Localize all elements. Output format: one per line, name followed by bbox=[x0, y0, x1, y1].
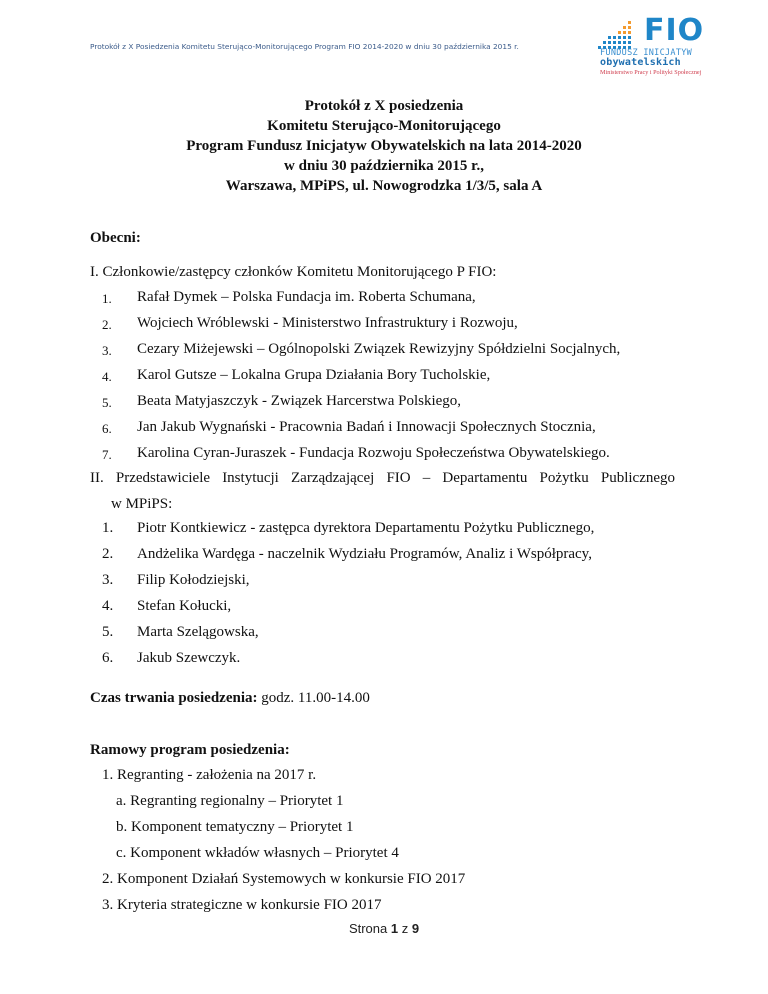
section1-item-4-num: 4. bbox=[102, 369, 112, 384]
footer-mid: z bbox=[398, 921, 412, 936]
agenda-sub-b: b. Komponent tematyczny – Priorytet 1 bbox=[116, 819, 354, 835]
logo-fio-text: FIO bbox=[644, 13, 705, 48]
logo-line3: Ministerstwo Pracy i Polityki Społecznej bbox=[600, 69, 702, 76]
fio-logo bbox=[598, 15, 720, 77]
document-title bbox=[0, 96, 768, 196]
logo-line2: obywatelskich bbox=[600, 57, 681, 68]
section2-item-1-num: 1. bbox=[102, 520, 114, 536]
agenda-item-2: 2. Komponent Działań Systemowych w konkursie FIO 2017 bbox=[102, 871, 466, 887]
section1-item-3: Cezary Miżejewski – Ogólnopolski Związek Rewizyjny Spółdzielni Socjalnych, bbox=[137, 341, 621, 357]
logo-line1: FUNDUSZ INICJATYW bbox=[600, 48, 693, 58]
footer-page-number: 1 bbox=[390, 921, 399, 936]
section1-item-7: Karolina Cyran-Juraszek - Fundacja Rozwoju Społeczeństwa Obywatelskiego. bbox=[137, 445, 610, 461]
section1-item-5-num: 5. bbox=[102, 395, 112, 410]
section2-heading-word: Departamentu bbox=[442, 470, 528, 486]
section2-heading-word: Przedstawiciele bbox=[115, 470, 211, 486]
section1-item-6: Jan Jakub Wygnański - Pracownia Badań i Innowacji Społecznych Stocznia, bbox=[137, 419, 596, 435]
meeting-duration bbox=[90, 690, 370, 707]
section2-item-5-num: 5. bbox=[102, 624, 114, 640]
section2-heading-word: Publicznego bbox=[600, 470, 676, 486]
agenda-item-3: 3. Kryteria strategiczne w konkursie FIO 2017 bbox=[102, 897, 382, 913]
section2-item-2: Andżelika Wardęga - naczelnik Wydziału Programów, Analiz i Współpracy, bbox=[137, 546, 592, 562]
section2-item-6-num: 6. bbox=[102, 650, 114, 666]
section2-heading bbox=[90, 470, 675, 487]
section1-item-3-num: 3. bbox=[102, 343, 112, 358]
title-line-4: w dniu 30 października 2015 r., bbox=[284, 158, 484, 174]
title-line-2: Komitetu Sterująco-Monitorującego bbox=[267, 118, 501, 134]
title-line-1: Protokół z X posiedzenia bbox=[304, 98, 464, 114]
section1-item-1: Rafał Dymek – Polska Fundacja im. Roberta Schumana, bbox=[137, 289, 476, 305]
footer-prefix: Strona bbox=[348, 921, 391, 936]
section2-item-5: Marta Szelągowska, bbox=[137, 624, 259, 640]
agenda-item-1: 1. Regranting - założenia na 2017 r. bbox=[102, 767, 317, 783]
agenda-sub-a: a. Regranting regionalny – Priorytet 1 bbox=[116, 793, 344, 809]
section2-item-3: Filip Kołodziejski, bbox=[137, 572, 250, 588]
section2-heading-cont: w MPiPS: bbox=[111, 496, 173, 512]
section1-item-5: Beata Matyjaszczyk - Związek Harcerstwa Polskiego, bbox=[137, 393, 462, 409]
duration-value: godz. 11.00-14.00 bbox=[257, 690, 370, 706]
page-footer bbox=[0, 921, 768, 936]
section2-heading-word: II. bbox=[90, 470, 104, 486]
section2-item-4-num: 4. bbox=[102, 598, 114, 614]
duration-label: Czas trwania posiedzenia: bbox=[90, 690, 258, 706]
section2-item-4: Stefan Kołucki, bbox=[137, 598, 232, 614]
section1-item-7-num: 7. bbox=[102, 447, 112, 462]
title-line-5: Warszawa, MPiPS, ul. Nowogrodzka 1/3/5, sala A bbox=[225, 178, 543, 194]
section2-heading-word: – bbox=[422, 470, 431, 486]
agenda-heading: Ramowy program posiedzenia: bbox=[90, 742, 290, 758]
section2-heading-word: FIO bbox=[386, 470, 411, 486]
section2-item-3-num: 3. bbox=[102, 572, 114, 588]
section1-item-6-num: 6. bbox=[102, 421, 112, 436]
section2-heading-word: Instytucji bbox=[222, 470, 279, 486]
section2-heading-word: Pożytku bbox=[539, 470, 589, 486]
section1-item-2: Wojciech Wróblewski - Ministerstwo Infrastruktury i Rozwoju, bbox=[137, 315, 518, 331]
section1-item-4: Karol Gutsze – Lokalna Grupa Działania Bory Tucholskie, bbox=[137, 367, 491, 383]
section2-item-2-num: 2. bbox=[102, 546, 114, 562]
footer-page-total: 9 bbox=[411, 921, 420, 936]
section2-heading-word: Zarządzającej bbox=[291, 470, 375, 486]
section2-item-1: Piotr Kontkiewicz - zastępca dyrektora Departamentu Pożytku Publicznego, bbox=[137, 520, 595, 536]
running-header: Protokół z X Posiedzenia Komitetu Sterująco-Monitorującego Program FIO 2014-2020 w dniu 30 października 2015 r. bbox=[90, 42, 519, 51]
section1-item-2-num: 2. bbox=[102, 317, 112, 332]
present-heading: Obecni: bbox=[90, 230, 141, 246]
section1-heading: I. Członkowie/zastępcy członków Komitetu Monitorującego P FIO: bbox=[90, 264, 497, 280]
section1-item-1-num: 1. bbox=[102, 291, 112, 306]
title-line-3: Program Fundusz Inicjatyw Obywatelskich na lata 2014-2020 bbox=[186, 138, 582, 154]
logo-dots-icon bbox=[598, 21, 638, 49]
section2-item-6: Jakub Szewczyk. bbox=[137, 650, 241, 666]
agenda-sub-c: c. Komponent wkładów własnych – Priorytet 4 bbox=[116, 845, 399, 861]
